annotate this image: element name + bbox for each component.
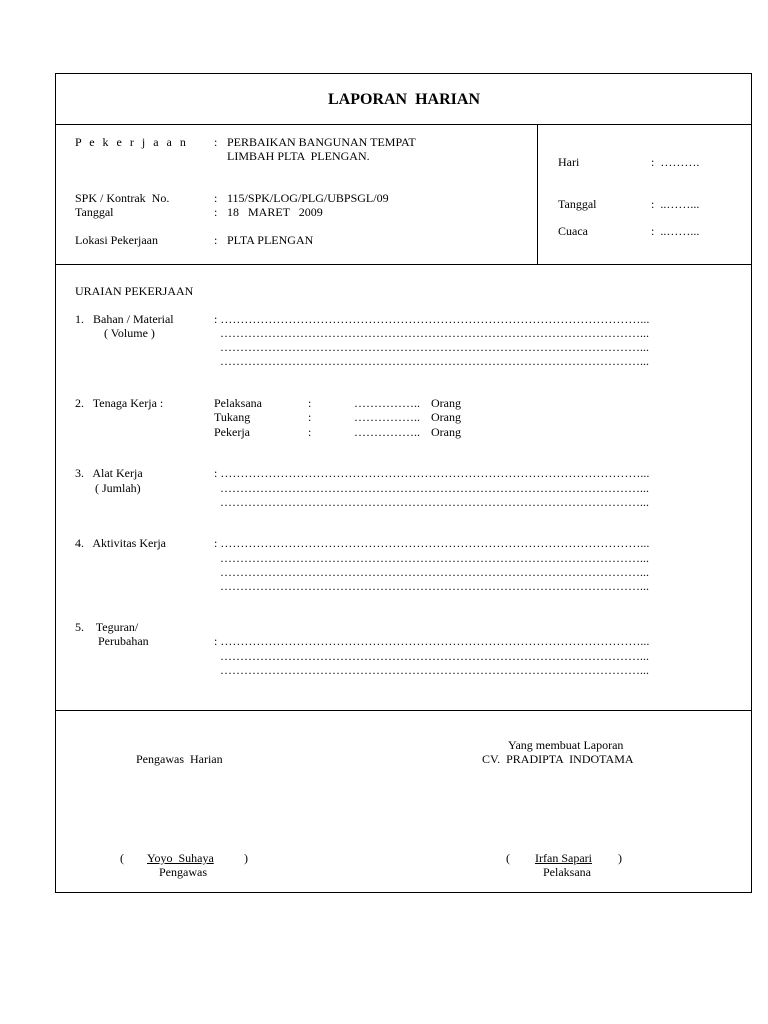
spk-sep: : <box>214 191 218 205</box>
lokasi-sep: : <box>214 233 218 247</box>
cuaca-label: Cuaca <box>558 224 588 238</box>
signature-left-title: Pengawas Harian <box>136 752 223 766</box>
header-column-divider <box>537 124 538 264</box>
tanggal-label: Tanggal <box>75 205 114 219</box>
signature-left-role: Pengawas <box>159 865 207 879</box>
tanggal-value: 18 MARET 2009 <box>227 205 323 219</box>
tanggal-right-value: : ..……... <box>651 197 700 211</box>
tenaga-unit: Orang <box>431 396 461 410</box>
pekerjaan-value-line1: PERBAIKAN BANGUNAN TEMPAT <box>227 135 416 149</box>
bahan-line: ……………………………………………………………………………………………... <box>220 340 649 354</box>
signature-left-name: Yoyo Suhaya <box>147 851 214 865</box>
signature-right-open: ( <box>506 851 510 865</box>
tenaga-role: Pelaksana <box>214 396 262 410</box>
tenaga-sep: : <box>308 396 312 410</box>
spk-value: 115/SPK/LOG/PLG/UBPSGL/09 <box>227 191 389 205</box>
tenaga-dots: …………….. <box>354 396 420 410</box>
signature-right-close: ) <box>618 851 622 865</box>
bahan-line: ……………………………………………………………………………………………... <box>220 326 649 340</box>
tenaga-role: Tukang <box>214 410 251 424</box>
bahan-sublabel: ( Volume ) <box>104 326 155 340</box>
bahan-line: : ……………………………………………………………………………………………... <box>214 312 650 326</box>
teguran-label: 5. Teguran/ <box>75 620 139 634</box>
alat-sublabel: ( Jumlah) <box>95 481 141 495</box>
alat-line: : ……………………………………………………………………………………………... <box>214 466 650 480</box>
bahan-label: 1. Bahan / Material <box>75 312 174 326</box>
tenaga-unit: Orang <box>431 410 461 424</box>
aktivitas-line: : ……………………………………………………………………………………………... <box>214 536 650 550</box>
signature-left-close: ) <box>244 851 248 865</box>
teguran-line: ……………………………………………………………………………………………... <box>220 663 649 677</box>
tenaga-dots: …………….. <box>354 410 420 424</box>
alat-line: ……………………………………………………………………………………………... <box>220 481 649 495</box>
tenaga-sep: : <box>308 410 312 424</box>
aktivitas-line: ……………………………………………………………………………………………... <box>220 565 649 579</box>
lokasi-label: Lokasi Pekerjaan <box>75 233 158 247</box>
hari-label: Hari <box>558 155 580 169</box>
tenaga-unit: Orang <box>431 425 461 439</box>
aktivitas-line: ……………………………………………………………………………………………... <box>220 551 649 565</box>
pekerjaan-value-line2: LIMBAH PLTA PLENGAN. <box>227 149 370 163</box>
signature-divider <box>55 710 752 711</box>
cuaca-value: : ..……... <box>651 224 700 238</box>
spk-label: SPK / Kontrak No. <box>75 191 170 205</box>
tenaga-label: 2. Tenaga Kerja : <box>75 396 164 410</box>
header-divider <box>55 264 752 265</box>
signature-right-company: CV. PRADIPTA INDOTAMA <box>482 752 634 766</box>
uraian-heading: URAIAN PEKERJAAN <box>75 284 194 298</box>
tanggal-sep: : <box>214 205 218 219</box>
lokasi-value: PLTA PLENGAN <box>227 233 314 247</box>
teguran-sublabel: Perubahan <box>98 634 149 648</box>
tanggal-right-label: Tanggal <box>558 197 597 211</box>
tenaga-sep: : <box>308 425 312 439</box>
aktivitas-label: 4. Aktivitas Kerja <box>75 536 166 550</box>
tenaga-role: Pekerja <box>214 425 250 439</box>
teguran-line: ……………………………………………………………………………………………... <box>220 649 649 663</box>
alat-label: 3. Alat Kerja <box>75 466 143 480</box>
pekerjaan-label: P e k e r j a a n <box>75 135 189 149</box>
title-divider <box>55 124 752 125</box>
signature-right-name: Irfan Sapari <box>535 851 592 865</box>
bahan-line: ……………………………………………………………………………………………... <box>220 354 649 368</box>
teguran-line: : ……………………………………………………………………………………………... <box>214 634 650 648</box>
signature-right-role: Pelaksana <box>543 865 591 879</box>
signature-right-title: Yang membuat Laporan <box>508 738 624 752</box>
report-title: LAPORAN HARIAN <box>328 91 480 108</box>
aktivitas-line: ……………………………………………………………………………………………... <box>220 579 649 593</box>
hari-value: : ………. <box>651 155 700 169</box>
pekerjaan-sep: : <box>214 135 218 149</box>
tenaga-dots: …………….. <box>354 425 420 439</box>
alat-line: ……………………………………………………………………………………………... <box>220 495 649 509</box>
signature-left-open: ( <box>120 851 124 865</box>
